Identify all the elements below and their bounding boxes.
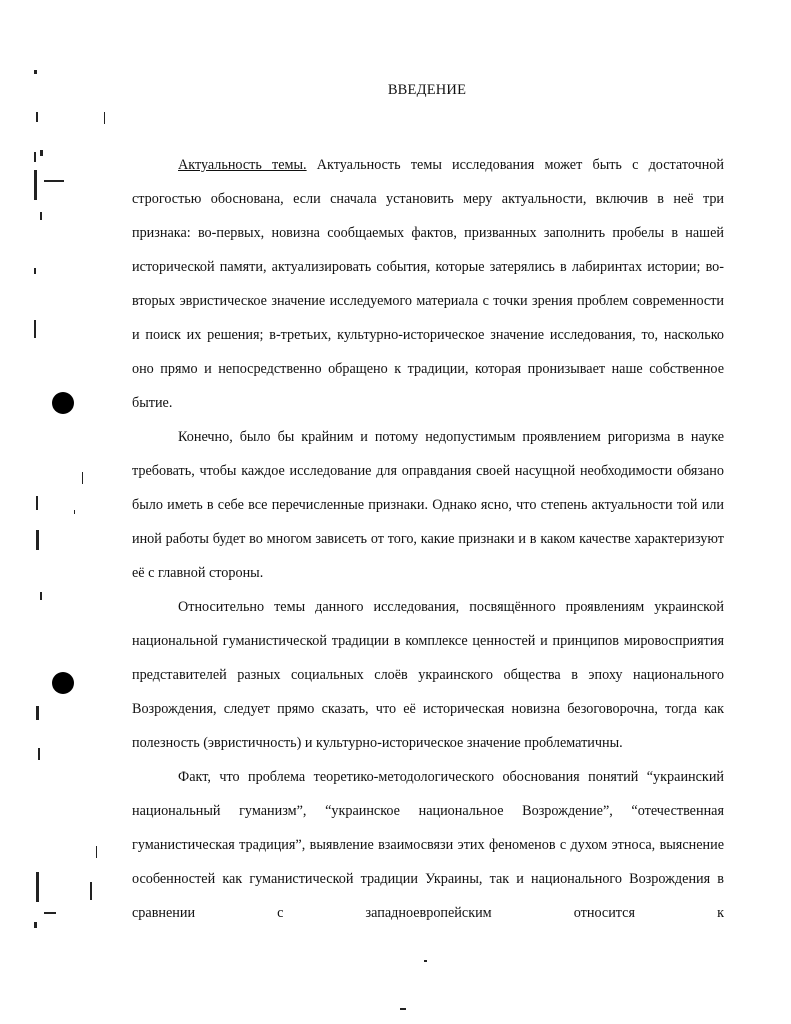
binder-hole-top <box>52 392 74 414</box>
paragraph-rigorism: Конечно, было бы крайним и потому недопустимым проявлением ригоризма в науке требовать, чтобы каждое исследование для оправдания своей насущной необходимости обязано было иметь в себе все перечисленные признаки. Однако ясно, что степень актуальности той или иной работы будет во многом зависеть от того, какие признаки и в каком качестве характеризуют её с главной стороны. <box>132 429 724 581</box>
scan-speck <box>82 472 83 484</box>
scan-speck <box>36 706 39 720</box>
page-title: ВВЕДЕНИЕ <box>387 82 467 98</box>
scan-speck <box>34 170 37 200</box>
scan-speck <box>40 592 42 600</box>
scan-speck <box>44 180 64 182</box>
scan-speck <box>34 152 36 162</box>
scan-speck <box>400 1008 406 1010</box>
scan-speck <box>36 112 38 122</box>
paragraph-fact: Факт, что проблема теоретико-методологического обоснования понятий “украинский национальный гуманизм”, “украинское национальное Возрождение”, “отечественная гуманистическая традиция”, выявление взаимосвязи этих феноменов с духом этноса, выяснение особенностей как гуманистической традиции Украины, так и национального Возрождения в сравнении с западноевропейским относится к <box>132 769 724 921</box>
scan-speck <box>38 748 40 760</box>
scan-speck <box>40 212 42 220</box>
scan-speck <box>424 960 427 962</box>
scan-speck <box>34 70 37 74</box>
scan-speck <box>40 150 43 156</box>
binder-hole-bottom <box>52 672 74 694</box>
scan-speck <box>34 268 36 274</box>
scan-speck <box>36 496 38 510</box>
scan-speck <box>36 530 39 550</box>
section-lead-underlined: Актуальность темы. <box>178 157 307 173</box>
scan-speck <box>44 912 56 914</box>
paragraph-relevance <box>132 148 724 420</box>
scan-speck <box>90 882 92 900</box>
scan-speck <box>74 510 75 514</box>
scan-speck <box>34 320 36 338</box>
paragraph-novelty: Относительно темы данного исследования, посвящённого проявлениям украинской национальной гуманистической традиции в комплексе ценностей и принципов мировосприятия представителей разных социальных слоёв украинского общества в эпоху национального Возрождения, следует прямо сказать, что её историческая новизна безоговорочна, тогда как полезность (эвристичность) и культурно-историческое значение проблематичны. <box>132 599 724 751</box>
paragraph-text: Актуальность темы исследования может быть с достаточной строгостью обоснована, если сначала установить меру актуальности, включив в неё три признака: во-первых, новизна сообщаемых фактов, призванных заполнить пробелы в нашей исторической памяти, актуализировать события, которые затерялись в лабиринтах истории; во-вторых эвристическое значение исследуемого материала с точки зрения проблем современности и поиск их решения; в-третьих, культурно-историческое значение исследования, то, насколько оно прямо и непосредственно обращено к традиции, которая пронизывает наше собственное бытие. <box>132 157 724 411</box>
scan-speck <box>36 872 39 902</box>
scan-speck <box>104 112 105 124</box>
scan-speck <box>34 922 37 928</box>
scan-speck <box>96 846 97 858</box>
document-body <box>132 148 724 930</box>
